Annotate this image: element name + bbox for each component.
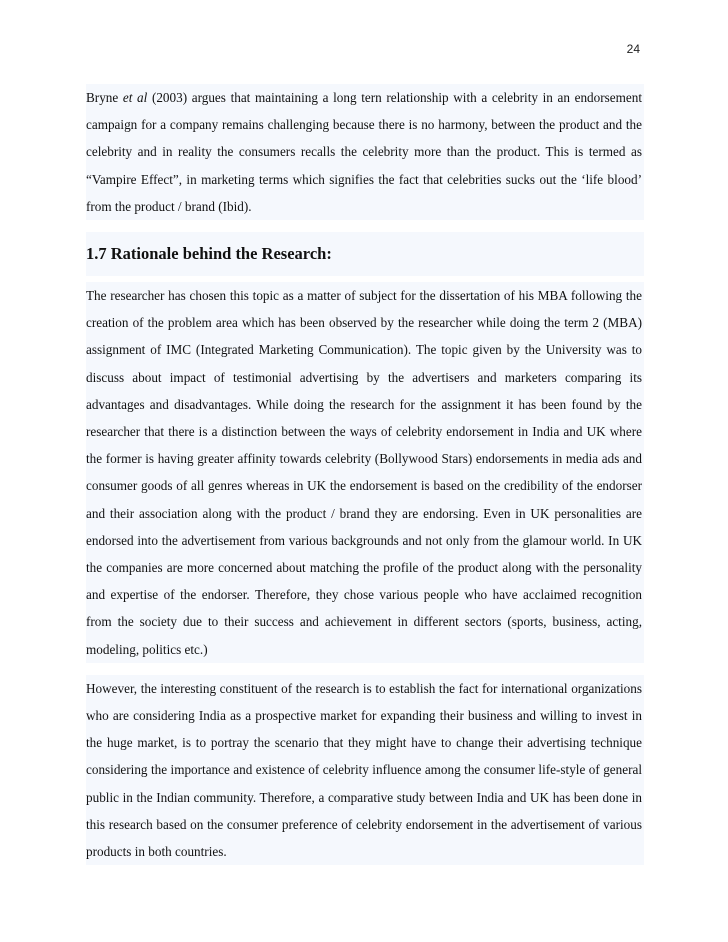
- paragraph-vampire-effect: [86, 84, 644, 220]
- page-number: 24: [626, 42, 640, 56]
- section-heading: 1.7 Rationale behind the Research:: [86, 232, 644, 276]
- author-name: Bryne: [86, 90, 123, 105]
- paragraph-international: However, the interesting constituent of the research is to establish the fact for international organizations who are considering India as a prospective market for expanding their business and willing to invest in the huge market, is to portray the scenario that they might have to change their advertising technique considering the importance and existence of celebrity influence among the consumer life-style of general public in the Indian community. Therefore, a comparative study between India and UK has been done in this research based on the consumer preference of celebrity endorsement in the advertisement of various products in both countries.: [86, 675, 644, 865]
- document-body: [86, 84, 644, 865]
- et-al-italic: et al: [122, 90, 148, 105]
- paragraph-1-text: (2003) argues that maintaining a long tern relationship with a celebrity in an endorsement campaign for a company remains challenging because there is no harmony, between the product and the celebrity and in reality the consumers recalls the celebrity more than the product. This is termed as “Vampire Effect”, in marketing terms which signifies the fact that celebrities sucks out the ‘life blood’ from the product / brand (Ibid).: [86, 90, 642, 214]
- paragraph-rationale: The researcher has chosen this topic as a matter of subject for the dissertation of his MBA following the creation of the problem area which has been observed by the researcher while doing the term 2 (MBA) assignment of IMC (Integrated Marketing Communication). The topic given by the University was to discuss about impact of testimonial advertising by the advertisers and marketers comparing its advantages and disadvantages. While doing the research for the assignment it has been found by the researcher that there is a distinction between the ways of celebrity endorsement in India and UK where the former is having greater affinity towards celebrity (Bollywood Stars) endorsements in media ads and consumer goods of all genres whereas in UK the endorsement is based on the credibility of the endorser and their association along with the product / brand they are endorsing. Even in UK personalities are endorsed into the advertisement from various backgrounds and not only from the glamour world. In UK the companies are more concerned about matching the profile of the product along with the personality and expertise of the endorser. Therefore, they chose various people who have acclaimed recognition from the society due to their success and achievement in different sectors (sports, business, acting, modeling, politics etc.): [86, 282, 644, 663]
